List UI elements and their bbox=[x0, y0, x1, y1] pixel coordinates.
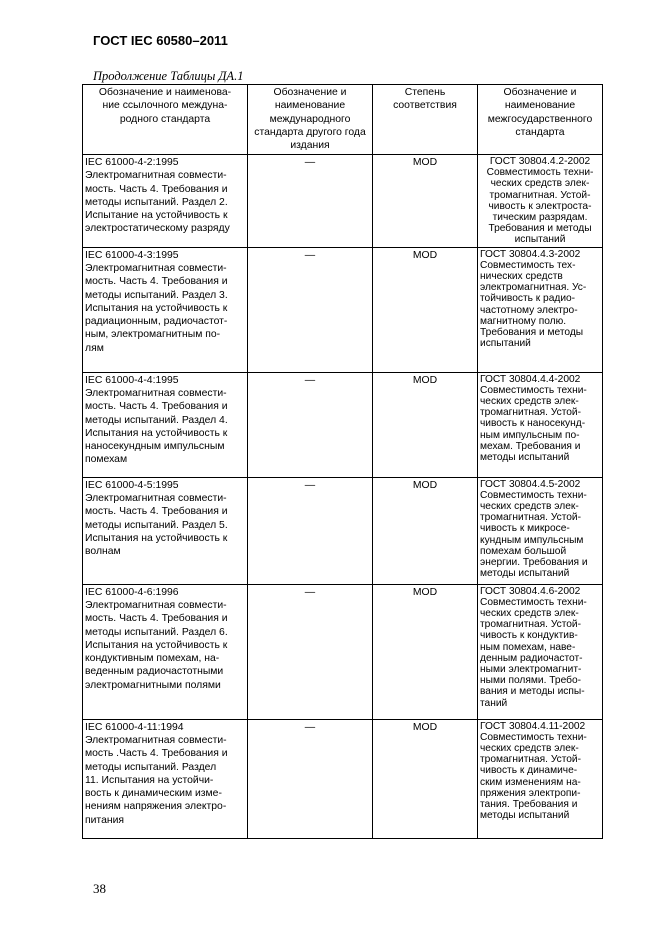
cell-degree: MOD bbox=[373, 155, 478, 248]
cell-interstate-standard: ГОСТ 30804.4.11-2002 Совместимость техни- ческих средств элек- тромагнитная. Устой- чивость к динамиче- ским изменениям на- пряжения электропи- тания. Требования и методы испытаний bbox=[478, 719, 603, 838]
cell-other-edition: — bbox=[248, 155, 373, 248]
cell-interstate-standard: ГОСТ 30804.4.5-2002 Совместимость техни- ческих средств элек- тромагнитная. Устой- чивость к микросе- кундным импульсным помехам большой энергии. Требования и методы испытаний bbox=[478, 477, 603, 584]
table-row bbox=[83, 247, 603, 372]
cell-other-edition: — bbox=[248, 584, 373, 719]
cell-other-edition: — bbox=[248, 719, 373, 838]
cell-reference-standard: IEC 61000-4-2:1995 Электромагнитная совмести- мость. Часть 4. Требования и методы испытаний. Раздел 2. Испытание на устойчивость к электростатическому разряду bbox=[83, 155, 248, 248]
header-reference-standard: Обозначение и наименова- ние ссылочного междуна- родного стандарта bbox=[83, 85, 248, 155]
cell-reference-standard: IEC 61000-4-6:1996 Электромагнитная совмести- мость. Часть 4. Требования и методы испытаний. Раздел 6. Испытания на устойчивость к кондуктивным помехам, на- веденным радиочастотными электромагнитными полями bbox=[83, 584, 248, 719]
cell-interstate-standard: ГОСТ 30804.4.3-2002 Совместимость тех- нических средств электромагнитная. Ус- тойчивость к радио- частотному электро- магнитному полю. Требования и методы испытаний bbox=[478, 247, 603, 372]
cell-interstate-standard: ГОСТ 30804.4.6-2002 Совместимость техни- ческих средств элек- тромагнитная. Устой- чивость к кондуктив- ным помехам, наве- денным радиочастот- ными электромагнит- ными полями. Требо- вания и методы испы- таний bbox=[478, 584, 603, 719]
table-row bbox=[83, 719, 603, 838]
cell-degree: MOD bbox=[373, 372, 478, 477]
table-row bbox=[83, 372, 603, 477]
header-interstate-standard: Обозначение и наименование межгосударственного стандарта bbox=[478, 85, 603, 155]
table-row bbox=[83, 477, 603, 584]
cell-degree: MOD bbox=[373, 477, 478, 584]
header-other-edition: Обозначение и наименование международного стандарта другого года издания bbox=[248, 85, 373, 155]
cell-other-edition: — bbox=[248, 247, 373, 372]
cell-reference-standard: IEC 61000-4-5:1995 Электромагнитная совмести- мость. Часть 4. Требования и методы испытаний. Раздел 5. Испытания на устойчивость к волнам bbox=[83, 477, 248, 584]
cell-degree: MOD bbox=[373, 584, 478, 719]
cell-reference-standard: IEC 61000-4-3:1995 Электромагнитная совмести- мость. Часть 4. Требования и методы испытаний. Раздел 3. Испытания на устойчивость к радиационным, радиочастот- ным, электромагнитным по- лям bbox=[83, 247, 248, 372]
page-number: 38 bbox=[93, 881, 106, 896]
table-caption: Продолжение Таблицы ДА.1 bbox=[93, 69, 244, 83]
cell-other-edition: — bbox=[248, 477, 373, 584]
table-row bbox=[83, 584, 603, 719]
header-degree: Степень соответствия bbox=[373, 85, 478, 155]
document-header: ГОСТ IEC 60580–2011 bbox=[93, 33, 228, 48]
table-header-row bbox=[83, 85, 603, 155]
cell-other-edition: — bbox=[248, 372, 373, 477]
cell-reference-standard: IEC 61000-4-4:1995 Электромагнитная совмести- мость. Часть 4. Требования и методы испытаний. Раздел 4. Испытания на устойчивость к наносекундным импульсным помехам bbox=[83, 372, 248, 477]
table-row bbox=[83, 155, 603, 248]
cell-degree: MOD bbox=[373, 247, 478, 372]
standards-table bbox=[82, 84, 603, 839]
cell-reference-standard: IEC 61000-4-11:1994 Электромагнитная совмести- мость .Часть 4. Требования и методы испытаний. Раздел 11. Испытания на устойчи- вость к динамическим изме- нениям напряжения электро- питания bbox=[83, 719, 248, 838]
cell-interstate-standard: ГОСТ 30804.4.2-2002 Совместимость техни- ческих средств элек- тромагнитная. Устой- чивость к электроста- тическим разрядам. Требования и методы испытаний bbox=[478, 155, 603, 248]
cell-interstate-standard: ГОСТ 30804.4.4-2002 Совместимость техни- ческих средств элек- тромагнитная. Устой- чивость к наносекунд- ным импульсным по- мехам. Требования и методы испытаний bbox=[478, 372, 603, 477]
cell-degree: MOD bbox=[373, 719, 478, 838]
